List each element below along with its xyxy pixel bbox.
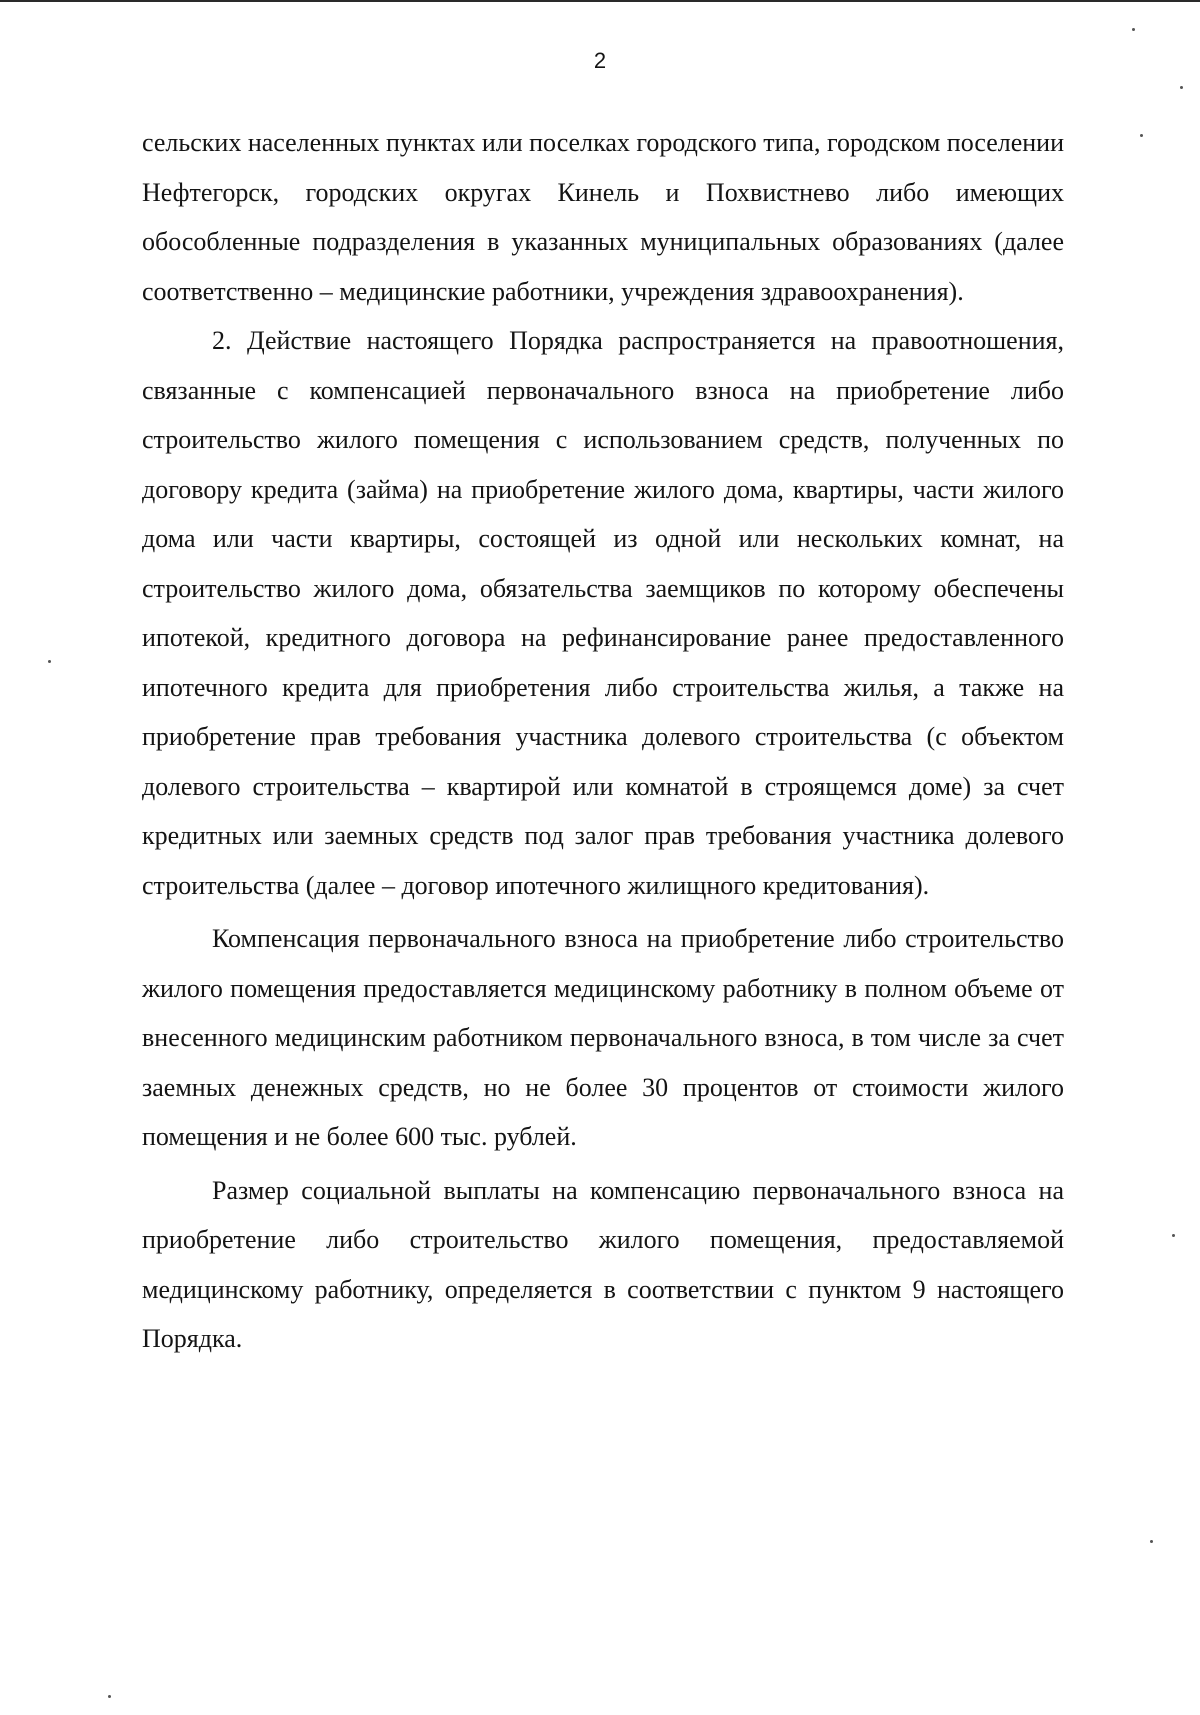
paragraph-item-2: 2. Действие настоящего Порядка распространяется на правоотношения, связанные с компенсацией первоначального взноса на приобретение либо строительство жилого помещения с использованием средств, полученных по договору кредита (займа) на приобретение жилого дома, квартиры, части жилого дома или части квартиры, состоящей из одной или нескольких комнат, на строительство жилого дома, обязательства заемщиков по которому обеспечены ипотекой, кредитного договора на рефинансирование ранее предоставленного ипотечного кредита для приобретения либо строительства жилья, а также на приобретение прав требования участника долевого строительства (с объектом долевого строительства – квартирой или комнатой в строящемся доме) за счет кредитных или заемных средств под залог прав требования участника долевого строительства (далее – договор ипотечного жилищного кредитования).	[142, 326, 1064, 900]
scan-speck	[1140, 134, 1143, 137]
scan-speck	[108, 1695, 111, 1698]
paragraph-continuation: сельских населенных пунктах или поселках городского типа, городском поселении Нефтегорск, городских округах Кинель и Похвистнево либо имеющих обособленные подразделения в указанных муниципальных образованиях (далее соответственно – медицинские работники, учреждения здравоохранения).	[142, 128, 1064, 306]
document-body	[142, 118, 1064, 1364]
paragraph-payment-size: Размер социальной выплаты на компенсацию первоначального взноса на приобретение либо строительство жилого помещения, предоставляемой медицинскому работнику, определяется в соответствии с пунктом 9 настоящего Порядка.	[142, 1175, 1064, 1353]
scan-speck	[1180, 86, 1183, 89]
top-border-line	[0, 0, 1200, 2]
scan-speck	[1132, 28, 1135, 31]
scan-speck	[1150, 1540, 1153, 1543]
scan-speck	[1172, 1234, 1175, 1237]
page-number: 2	[593, 48, 607, 73]
scan-speck	[48, 660, 51, 663]
paragraph-compensation: Компенсация первоначального взноса на приобретение либо строительство жилого помещения предоставляется медицинскому работнику в полном объеме от внесенного медицинским работником первоначального взноса, в том числе за счет заемных денежных средств, но не более 30 процентов от стоимости жилого помещения и не более 600 тыс. рублей.	[142, 924, 1064, 1151]
